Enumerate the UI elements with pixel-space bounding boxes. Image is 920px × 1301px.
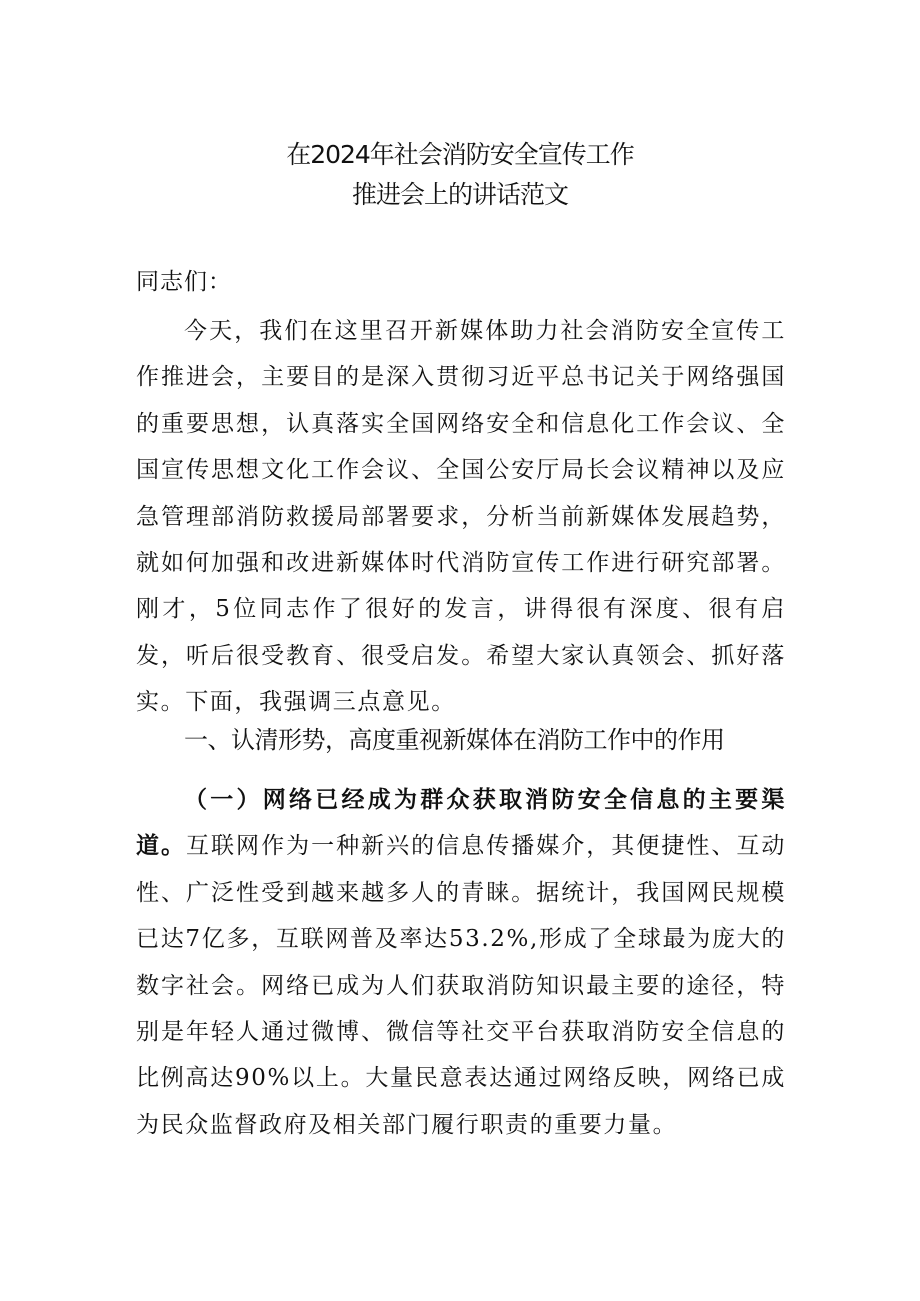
salutation: 同志们：: [136, 269, 232, 295]
subsection-1-paragraph: [136, 777, 786, 1148]
subsection-1-text: 互联网作为一种新兴的信息传播媒介，其便捷性、互动性、广泛性受到越来越多人的青睐。据统计，我国网民规模已达7亿多，互联网普及率达53.2%,形成了全球最为庞大的数字社会。网络已成为人们获取消防知识最主要的途径，特别是年轻人通过微博、微信等社交平台获取消防安全信息的比例高达90%以上。大量民意表达通过网络反映，网络已成为民众监督政府及相关部门履行职责的重要力量。: [136, 833, 786, 1138]
document-title-line-1: 在2024年社会消防安全宣传工作: [286, 140, 634, 169]
document-title-line-2: 推进会上的讲话范文: [351, 180, 568, 209]
subsection-1-heading: （一）网络已经成为群众获取消防安全信息的主要渠道。: [136, 786, 786, 860]
section-1-heading: 一、认清形势，高度重视新媒体在消防工作中的作用: [184, 726, 725, 754]
opening-paragraph: 今天，我们在这里召开新媒体助力社会消防安全宣传工作推进会，主要目的是深入贯彻习近平总书记关于网络强国的重要思想，认真落实全国网络安全和信息化工作会议、全国宣传思想文化工作会议、全国公安厅局长会议精神以及应急管理部消防救援局部署要求，分析当前新媒体发展趋势，就如何加强和改进新媒体时代消防宣传工作进行研究部署。刚才，5位同志作了很好的发言，讲得很有深度、很有启发，听后很受教育、很受启发。希望大家认真领会、抓好落实。下面，我强调三点意见。: [136, 318, 786, 716]
